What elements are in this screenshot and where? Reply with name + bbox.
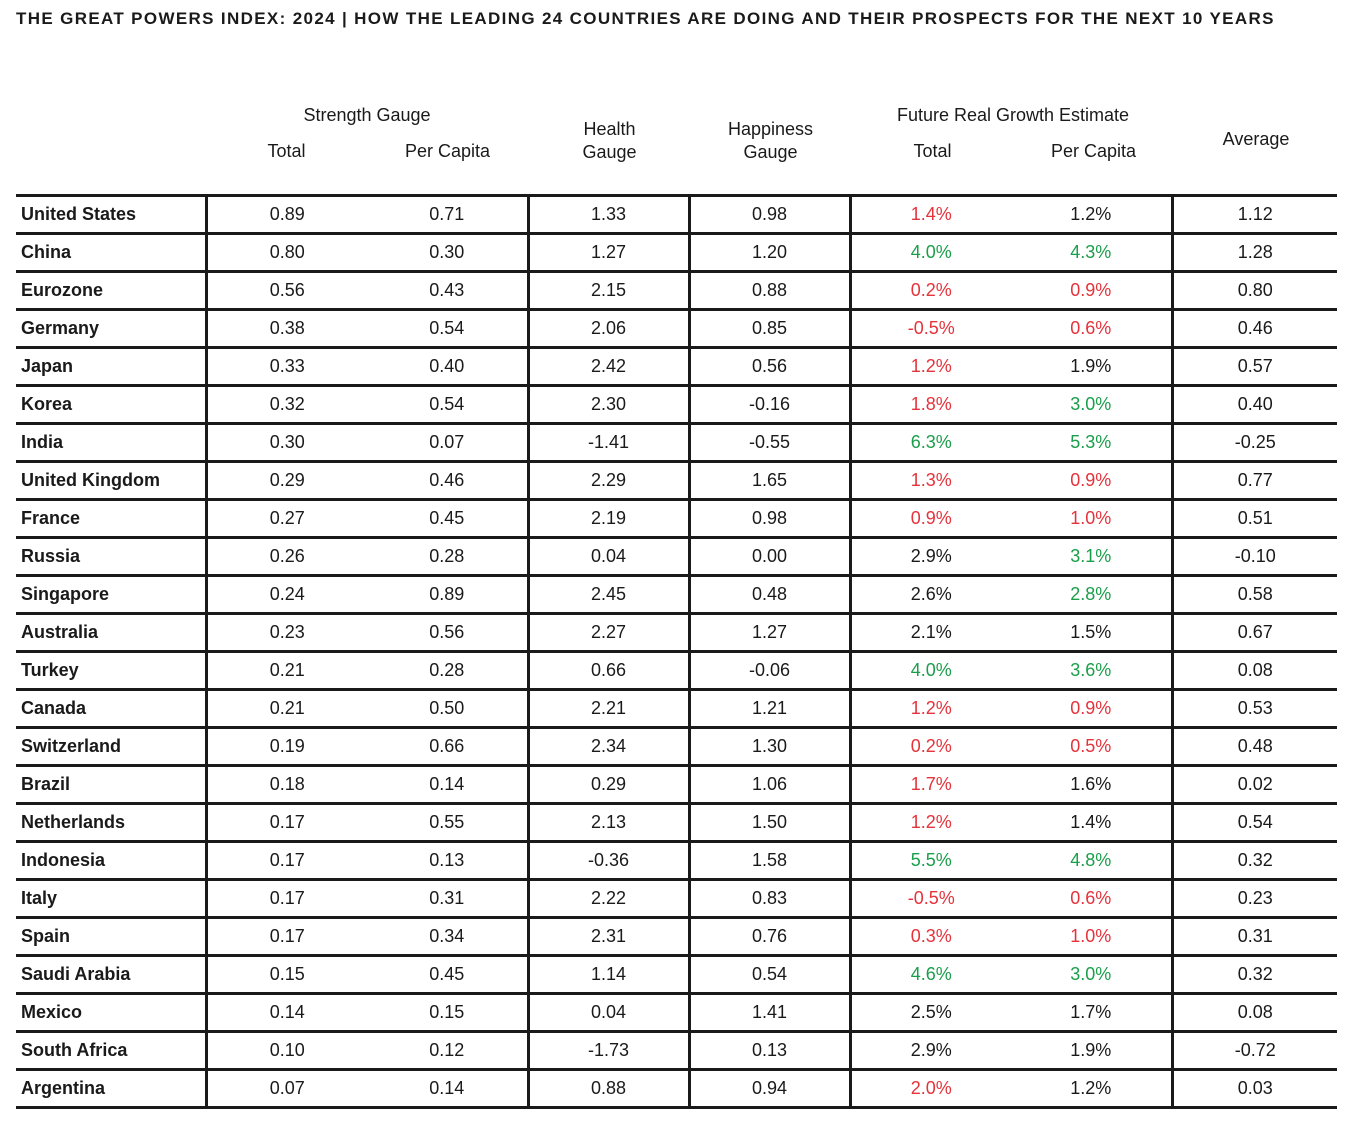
table-row	[16, 310, 1337, 348]
growth-per-capita-cell: 4.3%	[1011, 234, 1172, 272]
health-gauge-cell: 2.42	[528, 348, 689, 386]
page-title: THE GREAT POWERS INDEX: 2024 | HOW THE LEADING 24 COUNTRIES ARE DOING AND THEIR PROSPECTS FOR THE NEXT 10 YEARS	[16, 9, 1275, 28]
average-cell: 0.02	[1172, 766, 1337, 804]
header-growth-per-capita: Per Capita	[1050, 141, 1137, 161]
average-cell: 0.32	[1172, 956, 1337, 994]
strength-total-cell: 0.07	[206, 1070, 367, 1108]
table-row	[16, 728, 1337, 766]
health-gauge-cell: 2.15	[528, 272, 689, 310]
strength-total-cell: 0.14	[206, 994, 367, 1032]
average-cell: 0.80	[1172, 272, 1337, 310]
happiness-gauge-cell: 1.20	[689, 234, 850, 272]
growth-total-cell: 1.8%	[850, 386, 1011, 424]
header-average: Average	[1222, 129, 1290, 149]
strength-total-cell: 0.17	[206, 804, 367, 842]
growth-per-capita-cell: 0.9%	[1011, 462, 1172, 500]
table-row	[16, 842, 1337, 880]
table-row	[16, 538, 1337, 576]
growth-per-capita-cell: 1.7%	[1011, 994, 1172, 1032]
health-gauge-cell: 0.66	[528, 652, 689, 690]
strength-per-capita-cell: 0.31	[367, 880, 528, 918]
health-gauge-cell: 2.45	[528, 576, 689, 614]
average-cell: 0.23	[1172, 880, 1337, 918]
happiness-gauge-cell: 0.54	[689, 956, 850, 994]
happiness-gauge-cell: 0.98	[689, 500, 850, 538]
table-row	[16, 272, 1337, 310]
strength-per-capita-cell: 0.89	[367, 576, 528, 614]
happiness-gauge-cell: 0.56	[689, 348, 850, 386]
growth-total-cell: 1.7%	[850, 766, 1011, 804]
average-cell: 0.48	[1172, 728, 1337, 766]
table-row	[16, 690, 1337, 728]
growth-per-capita-cell: 0.9%	[1011, 690, 1172, 728]
strength-total-cell: 0.89	[206, 196, 367, 234]
growth-total-cell: -0.5%	[850, 880, 1011, 918]
header-strength-per-capita: Per Capita	[404, 141, 491, 161]
growth-total-cell: 6.3%	[850, 424, 1011, 462]
growth-total-cell: 1.2%	[850, 804, 1011, 842]
header-growth-total: Total	[913, 141, 952, 161]
health-gauge-cell: 2.34	[528, 728, 689, 766]
health-gauge-cell: 2.29	[528, 462, 689, 500]
country-cell: Indonesia	[16, 842, 206, 880]
average-cell: 0.08	[1172, 994, 1337, 1032]
average-cell: -0.72	[1172, 1032, 1337, 1070]
growth-per-capita-cell: 0.6%	[1011, 310, 1172, 348]
growth-per-capita-cell: 1.5%	[1011, 614, 1172, 652]
strength-per-capita-cell: 0.50	[367, 690, 528, 728]
happiness-gauge-cell: 1.41	[689, 994, 850, 1032]
growth-per-capita-cell: 1.6%	[1011, 766, 1172, 804]
growth-total-cell: 0.9%	[850, 500, 1011, 538]
strength-per-capita-cell: 0.13	[367, 842, 528, 880]
happiness-gauge-cell: 0.13	[689, 1032, 850, 1070]
country-cell: Korea	[16, 386, 206, 424]
health-gauge-cell: 2.31	[528, 918, 689, 956]
strength-per-capita-cell: 0.14	[367, 1070, 528, 1108]
table-row	[16, 766, 1337, 804]
table-row	[16, 956, 1337, 994]
country-cell: Netherlands	[16, 804, 206, 842]
table-row	[16, 462, 1337, 500]
health-gauge-cell: -1.41	[528, 424, 689, 462]
country-cell: Turkey	[16, 652, 206, 690]
strength-per-capita-cell: 0.46	[367, 462, 528, 500]
strength-per-capita-cell: 0.66	[367, 728, 528, 766]
country-cell: Australia	[16, 614, 206, 652]
happiness-gauge-cell: 1.58	[689, 842, 850, 880]
growth-total-cell: 0.2%	[850, 272, 1011, 310]
happiness-gauge-cell: 0.83	[689, 880, 850, 918]
header-future-growth: Future Real Growth Estimate	[896, 105, 1130, 125]
table-row	[16, 386, 1337, 424]
happiness-gauge-cell: -0.06	[689, 652, 850, 690]
happiness-gauge-cell: 0.94	[689, 1070, 850, 1108]
table-row	[16, 196, 1337, 234]
health-gauge-cell: 1.27	[528, 234, 689, 272]
average-cell: 0.40	[1172, 386, 1337, 424]
growth-per-capita-cell: 3.1%	[1011, 538, 1172, 576]
happiness-gauge-cell: 1.50	[689, 804, 850, 842]
country-cell: United States	[16, 196, 206, 234]
country-cell: France	[16, 500, 206, 538]
strength-per-capita-cell: 0.12	[367, 1032, 528, 1070]
country-cell: Eurozone	[16, 272, 206, 310]
table-row	[16, 652, 1337, 690]
strength-total-cell: 0.15	[206, 956, 367, 994]
average-cell: 0.32	[1172, 842, 1337, 880]
growth-per-capita-cell: 1.0%	[1011, 918, 1172, 956]
country-cell: Argentina	[16, 1070, 206, 1108]
growth-per-capita-cell: 5.3%	[1011, 424, 1172, 462]
growth-total-cell: 2.5%	[850, 994, 1011, 1032]
strength-per-capita-cell: 0.28	[367, 538, 528, 576]
strength-per-capita-cell: 0.55	[367, 804, 528, 842]
happiness-gauge-cell: 1.30	[689, 728, 850, 766]
table-row	[16, 1070, 1337, 1108]
growth-total-cell: 2.0%	[850, 1070, 1011, 1108]
country-cell: Brazil	[16, 766, 206, 804]
table-row	[16, 918, 1337, 956]
strength-per-capita-cell: 0.45	[367, 956, 528, 994]
strength-total-cell: 0.24	[206, 576, 367, 614]
average-cell: 0.67	[1172, 614, 1337, 652]
strength-total-cell: 0.23	[206, 614, 367, 652]
growth-per-capita-cell: 1.9%	[1011, 348, 1172, 386]
table-row	[16, 424, 1337, 462]
growth-total-cell: 1.4%	[850, 196, 1011, 234]
header-happiness-line1: Happiness	[727, 119, 814, 139]
happiness-gauge-cell: 0.88	[689, 272, 850, 310]
strength-per-capita-cell: 0.43	[367, 272, 528, 310]
happiness-gauge-cell: 0.00	[689, 538, 850, 576]
strength-total-cell: 0.32	[206, 386, 367, 424]
growth-total-cell: 2.9%	[850, 1032, 1011, 1070]
happiness-gauge-cell: 0.85	[689, 310, 850, 348]
growth-total-cell: 0.2%	[850, 728, 1011, 766]
happiness-gauge-cell: 1.06	[689, 766, 850, 804]
strength-per-capita-cell: 0.45	[367, 500, 528, 538]
strength-per-capita-cell: 0.07	[367, 424, 528, 462]
header-strength-gauge: Strength Gauge	[303, 105, 431, 125]
happiness-gauge-cell: -0.16	[689, 386, 850, 424]
happiness-gauge-cell: 1.65	[689, 462, 850, 500]
strength-total-cell: 0.38	[206, 310, 367, 348]
table-header	[16, 0, 1337, 196]
growth-total-cell: 2.9%	[850, 538, 1011, 576]
strength-per-capita-cell: 0.54	[367, 386, 528, 424]
strength-total-cell: 0.21	[206, 690, 367, 728]
country-cell: Germany	[16, 310, 206, 348]
average-cell: 0.51	[1172, 500, 1337, 538]
country-cell: China	[16, 234, 206, 272]
header-health-line2: Gauge	[582, 142, 637, 162]
happiness-gauge-cell: 0.76	[689, 918, 850, 956]
strength-total-cell: 0.18	[206, 766, 367, 804]
average-cell: 0.46	[1172, 310, 1337, 348]
growth-per-capita-cell: 1.0%	[1011, 500, 1172, 538]
growth-total-cell: 2.1%	[850, 614, 1011, 652]
strength-total-cell: 0.27	[206, 500, 367, 538]
growth-per-capita-cell: 0.9%	[1011, 272, 1172, 310]
growth-per-capita-cell: 2.8%	[1011, 576, 1172, 614]
growth-per-capita-cell: 1.2%	[1011, 196, 1172, 234]
growth-per-capita-cell: 1.2%	[1011, 1070, 1172, 1108]
happiness-gauge-cell: 0.98	[689, 196, 850, 234]
strength-total-cell: 0.17	[206, 918, 367, 956]
country-cell: Saudi Arabia	[16, 956, 206, 994]
health-gauge-cell: 1.14	[528, 956, 689, 994]
average-cell: 1.28	[1172, 234, 1337, 272]
strength-total-cell: 0.30	[206, 424, 367, 462]
growth-per-capita-cell: 0.5%	[1011, 728, 1172, 766]
average-cell: 0.31	[1172, 918, 1337, 956]
health-gauge-cell: 2.22	[528, 880, 689, 918]
growth-total-cell: 1.2%	[850, 348, 1011, 386]
growth-total-cell: -0.5%	[850, 310, 1011, 348]
happiness-gauge-cell: 1.21	[689, 690, 850, 728]
health-gauge-cell: 0.04	[528, 994, 689, 1032]
table-row	[16, 1032, 1337, 1070]
country-cell: Japan	[16, 348, 206, 386]
country-cell: United Kingdom	[16, 462, 206, 500]
strength-per-capita-cell: 0.28	[367, 652, 528, 690]
growth-per-capita-cell: 4.8%	[1011, 842, 1172, 880]
average-cell: 0.08	[1172, 652, 1337, 690]
strength-total-cell: 0.19	[206, 728, 367, 766]
strength-per-capita-cell: 0.71	[367, 196, 528, 234]
average-cell: 0.57	[1172, 348, 1337, 386]
average-cell: 0.53	[1172, 690, 1337, 728]
health-gauge-cell: -1.73	[528, 1032, 689, 1070]
table-row	[16, 234, 1337, 272]
header-strength-total: Total	[267, 141, 306, 161]
health-gauge-cell: 2.27	[528, 614, 689, 652]
table-row	[16, 576, 1337, 614]
country-cell: South Africa	[16, 1032, 206, 1070]
health-gauge-cell: 2.19	[528, 500, 689, 538]
header-health-line1: Health	[583, 119, 636, 139]
growth-total-cell: 5.5%	[850, 842, 1011, 880]
happiness-gauge-cell: 1.27	[689, 614, 850, 652]
strength-total-cell: 0.80	[206, 234, 367, 272]
country-cell: Switzerland	[16, 728, 206, 766]
header-happiness-gauge	[690, 118, 851, 164]
country-cell: Mexico	[16, 994, 206, 1032]
growth-total-cell: 4.0%	[850, 652, 1011, 690]
country-cell: Italy	[16, 880, 206, 918]
growth-total-cell: 2.6%	[850, 576, 1011, 614]
health-gauge-cell: 0.04	[528, 538, 689, 576]
health-gauge-cell: 0.88	[528, 1070, 689, 1108]
happiness-gauge-cell: 0.48	[689, 576, 850, 614]
health-gauge-cell: 2.30	[528, 386, 689, 424]
strength-total-cell: 0.56	[206, 272, 367, 310]
growth-per-capita-cell: 1.9%	[1011, 1032, 1172, 1070]
country-cell: Spain	[16, 918, 206, 956]
table-row	[16, 614, 1337, 652]
average-cell: 0.03	[1172, 1070, 1337, 1108]
strength-total-cell: 0.10	[206, 1032, 367, 1070]
strength-total-cell: 0.33	[206, 348, 367, 386]
strength-per-capita-cell: 0.56	[367, 614, 528, 652]
average-cell: -0.10	[1172, 538, 1337, 576]
country-cell: Canada	[16, 690, 206, 728]
table-row	[16, 348, 1337, 386]
growth-per-capita-cell: 3.0%	[1011, 386, 1172, 424]
health-gauge-cell: -0.36	[528, 842, 689, 880]
table-row	[16, 994, 1337, 1032]
strength-total-cell: 0.29	[206, 462, 367, 500]
growth-total-cell: 1.3%	[850, 462, 1011, 500]
table-row	[16, 500, 1337, 538]
country-cell: Russia	[16, 538, 206, 576]
growth-per-capita-cell: 1.4%	[1011, 804, 1172, 842]
health-gauge-cell: 0.29	[528, 766, 689, 804]
strength-per-capita-cell: 0.14	[367, 766, 528, 804]
health-gauge-cell: 2.21	[528, 690, 689, 728]
growth-per-capita-cell: 3.0%	[1011, 956, 1172, 994]
strength-total-cell: 0.17	[206, 880, 367, 918]
header-health-gauge	[529, 118, 690, 164]
strength-total-cell: 0.21	[206, 652, 367, 690]
growth-per-capita-cell: 3.6%	[1011, 652, 1172, 690]
data-table	[16, 194, 1337, 1109]
growth-total-cell: 4.0%	[850, 234, 1011, 272]
header-happiness-line2: Gauge	[743, 142, 798, 162]
average-cell: -0.25	[1172, 424, 1337, 462]
growth-total-cell: 4.6%	[850, 956, 1011, 994]
table-row	[16, 804, 1337, 842]
strength-total-cell: 0.26	[206, 538, 367, 576]
strength-per-capita-cell: 0.15	[367, 994, 528, 1032]
average-cell: 0.58	[1172, 576, 1337, 614]
growth-total-cell: 1.2%	[850, 690, 1011, 728]
average-cell: 0.54	[1172, 804, 1337, 842]
average-cell: 0.77	[1172, 462, 1337, 500]
strength-per-capita-cell: 0.54	[367, 310, 528, 348]
health-gauge-cell: 2.06	[528, 310, 689, 348]
strength-per-capita-cell: 0.40	[367, 348, 528, 386]
growth-per-capita-cell: 0.6%	[1011, 880, 1172, 918]
country-cell: India	[16, 424, 206, 462]
health-gauge-cell: 1.33	[528, 196, 689, 234]
table-row	[16, 880, 1337, 918]
health-gauge-cell: 2.13	[528, 804, 689, 842]
average-cell: 1.12	[1172, 196, 1337, 234]
country-cell: Singapore	[16, 576, 206, 614]
happiness-gauge-cell: -0.55	[689, 424, 850, 462]
growth-total-cell: 0.3%	[850, 918, 1011, 956]
strength-per-capita-cell: 0.30	[367, 234, 528, 272]
strength-per-capita-cell: 0.34	[367, 918, 528, 956]
strength-total-cell: 0.17	[206, 842, 367, 880]
